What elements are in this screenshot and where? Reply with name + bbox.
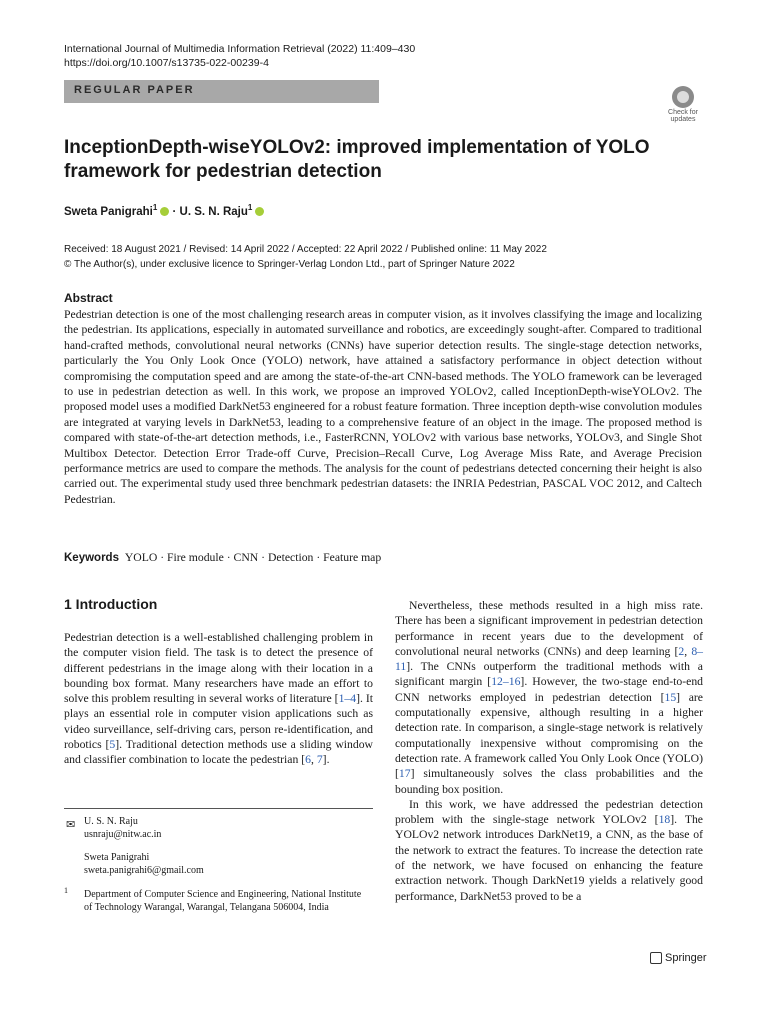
- orcid-icon[interactable]: [255, 207, 264, 216]
- publisher-footer: [650, 952, 707, 964]
- citation-link[interactable]: 17: [398, 767, 411, 781]
- text-span: ]. However, the two-stage end-to-end CNN networks employed in pedestrian detection [: [395, 675, 704, 704]
- author-separator: ·: [169, 205, 180, 218]
- affiliation-number: 1: [64, 886, 68, 895]
- keywords-list: YOLO · Fire module · CNN · Detection · Feature map: [124, 551, 382, 564]
- text-span: ]. Traditional detection methods use a sliding window and classifier combination to locate the pedestrian [: [64, 738, 374, 767]
- abstract-body: Pedestrian detection is one of the most challenging research areas in computer vision, as it involves classifying the image and localizing the pedestrian. Its applications, especially in automated surveillance and robotics, are exceedingly sought-after. Compared to traditional hand-crafted methods, convolutional neural networks (CNNs) have superior detection results. The single-stage detection networks, particularly the You Only Look Once (YOLO) network, have attained a satisfactory performance in object detection without compromising the computation speed and are among the state-of-the-art CNN-based methods. The YOLO framework can be leveraged to use in pedestrian detection as well. In this work, we propose an improved YOLOv2, called InceptionDepth-wiseYOLOv2. The proposed model uses a modified DarkNet53 engineered for a robust feature formation. Three inception depth-wise convolution modules are integrated at varying levels in DarkNet53, leading to a comprehensive feature of an object in the image. The proposed method is compared with state-of-the-art detection methods, i.e., FasterRCNN, YOLOv2 with various base networks, YOLOv3, and Single Shot Multibox Detector. Detection Error Trade-off Curve, Precision–Recall Curve, Log Average Miss Rate, and Average Precision performance metrics are used to compare the methods. The analysis for the count of pedestrians detected concerning their height is also carried out. The experimental study used three benchmark pedestrian datasets: the INRIA Pedestrian, PASCAL VOC 2012, and Caltech Pedestrian.: [64, 308, 702, 506]
- citation-link[interactable]: 1–4: [338, 692, 357, 706]
- citation-link[interactable]: 5: [109, 738, 116, 752]
- keywords-label: Keywords: [64, 552, 119, 564]
- intro-paragraph: [64, 630, 373, 768]
- text-span: Pedestrian detection is a well-established challenging problem in the computer vision field. The task is to detect the presence of different pedestrians in the image along with their location in a bounding box format. Many researchers have made an effort to solve this problem resulting in several works of literature [: [64, 631, 373, 706]
- envelope-icon: ✉: [66, 819, 76, 831]
- text-span: ]. It plays an essential role in computer vision applications such as video surveillance, self-driving cars, person re-identification, and robotics [: [64, 692, 374, 752]
- paper-title: InceptionDepth-wiseYOLOv2: improved implementation of YOLO framework for pedestrian detection: [64, 137, 650, 182]
- text-span: ,: [684, 644, 692, 658]
- footnote-name: U. S. N. Raju: [84, 816, 138, 827]
- affiliation-marker: 1: [152, 203, 158, 212]
- publication-dates: [64, 242, 547, 272]
- citation-link[interactable]: 8–11: [395, 644, 703, 674]
- abstract-heading: Abstract: [64, 291, 113, 305]
- keywords-line: [64, 551, 381, 564]
- section-banner: [64, 80, 379, 103]
- footnote-divider: [64, 808, 373, 809]
- journal-citation: International Journal of Multimedia Information Retrieval (2022) 11:409–430: [64, 43, 416, 55]
- author-contact: [84, 851, 204, 877]
- section-label: REGULAR PAPER: [74, 84, 195, 96]
- author-name[interactable]: U. S. N. Raju: [179, 205, 248, 218]
- text-span: ]. The YOLOv2 network introduces DarkNet19, a CNN, as the base of the network to extract the features. To increase the detection rate of the network, we have focused on enhancing the feature extraction network. Though DarkNet19 yields a relatively good performance, DarkNet53 proved to be a: [395, 813, 703, 903]
- text-span: ]. The CNNs outperform the traditional methods with a significant margin [: [395, 660, 703, 689]
- copyright-line: © The Author(s), under exclusive licence to Springer-Verlag London Ltd., part of Springer Nature 2022: [64, 259, 515, 270]
- citation-link[interactable]: 15: [664, 690, 677, 704]
- citation-link[interactable]: 12–16: [491, 675, 521, 689]
- text-span: In this work, we have addressed the pedestrian detection problem with the single-stage network YOLOv2 [: [395, 797, 703, 827]
- check-for-updates-badge[interactable]: [663, 84, 703, 124]
- text-span: ,: [310, 753, 317, 767]
- citation-link[interactable]: 2: [678, 644, 685, 658]
- author-name[interactable]: Sweta Panigrahi: [64, 205, 153, 218]
- text-span: Nevertheless, these methods resulted in a high miss rate. There has been a significant improvement in pedestrian detection performance in recent years due to the development of convolutional neural networks (CNNs) and deep learning [: [395, 599, 703, 658]
- text-span: ].: [322, 753, 330, 767]
- footnote-email[interactable]: usnraju@nitw.ac.in: [84, 829, 162, 840]
- citation-link[interactable]: 18: [658, 813, 671, 827]
- affiliation-text: Department of Computer Science and Engineering, National Institute of Technology Warangal, Warangal, Telangana 506004, India: [84, 889, 362, 913]
- citation-link[interactable]: 6: [305, 753, 311, 767]
- doi-link[interactable]: https://doi.org/10.1007/s13735-022-00239-4: [64, 57, 269, 69]
- text-span: ] simultaneously solves the class probabilities and the bounding box position.: [395, 767, 703, 796]
- journal-header: [64, 42, 415, 70]
- orcid-icon[interactable]: [160, 207, 169, 216]
- paragraph: [395, 797, 703, 904]
- check-updates-icon: [672, 86, 694, 108]
- section-heading: 1 Introduction: [64, 596, 158, 612]
- publisher-name: Springer: [665, 952, 707, 964]
- text-span: ] are computationally expensive, although resulting in a higher detection rate. In comparison, a single-stage network is relatively computationally inexpensive without compromising on the detection rate. A framework called You Only Look Once (YOLO) [: [395, 690, 703, 781]
- citation-link[interactable]: 7: [316, 753, 323, 767]
- affiliation-marker: 1: [247, 203, 253, 212]
- corresponding-author: [84, 815, 161, 841]
- springer-logo-icon: [650, 952, 662, 964]
- paragraph: [395, 598, 703, 797]
- right-column: [395, 598, 703, 904]
- footnote-name: Sweta Panigrahi: [84, 852, 150, 863]
- check-updates-label: Check for updates: [668, 109, 698, 123]
- author-list: [64, 203, 264, 218]
- footnote-email[interactable]: sweta.panigrahi6@gmail.com: [84, 865, 204, 876]
- dates-line: Received: 18 August 2021 / Revised: 14 April 2022 / Accepted: 22 April 2022 / Published online: 11 May 2022: [64, 244, 547, 255]
